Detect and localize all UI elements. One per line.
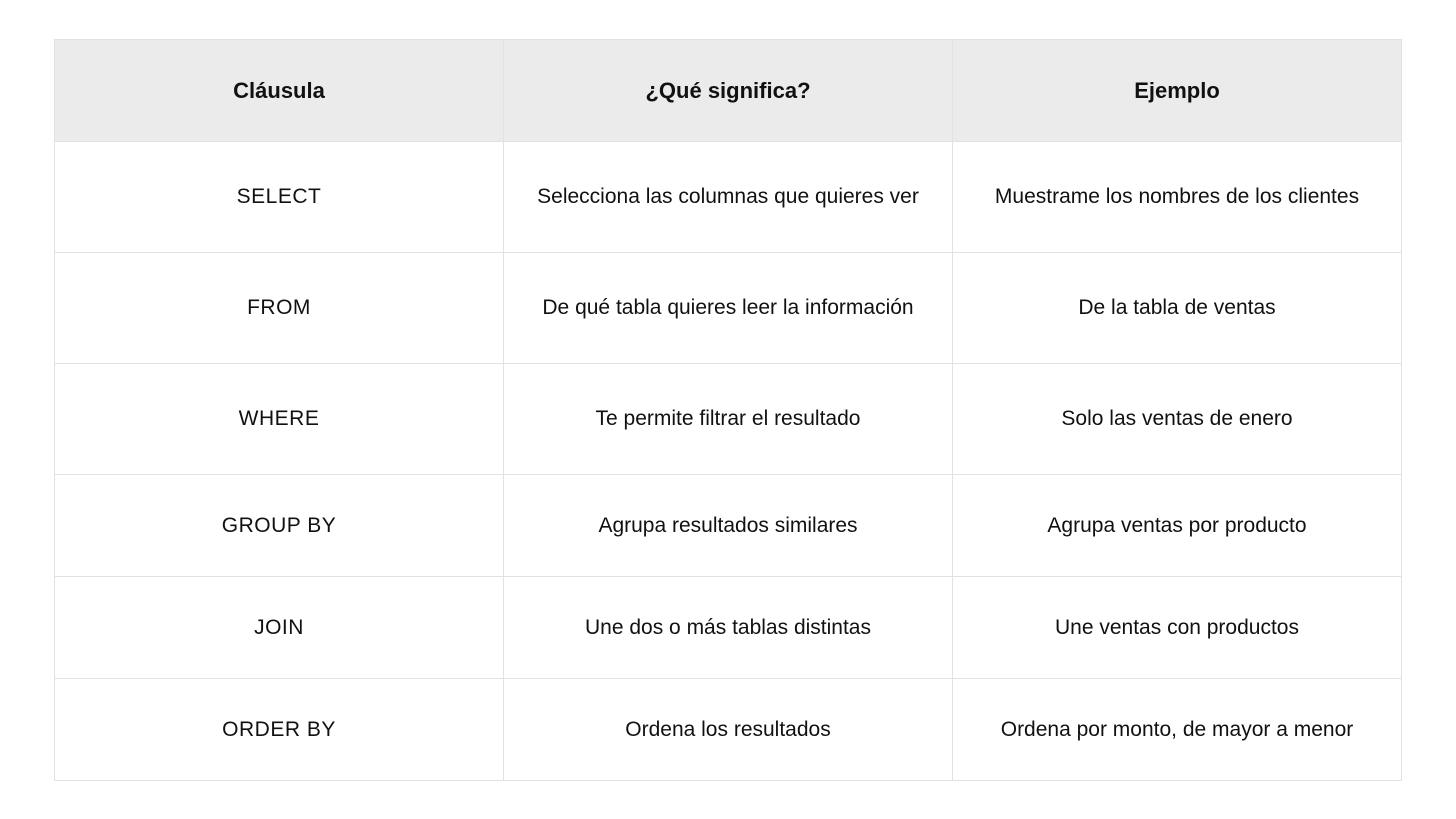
table-header-row: [55, 40, 1402, 142]
clause-cell: FROM: [55, 253, 504, 364]
example-cell: Ordena por monto, de mayor a menor: [953, 679, 1402, 781]
meaning-cell: Ordena los resultados: [504, 679, 953, 781]
meaning-cell: De qué tabla quieres leer la información: [504, 253, 953, 364]
table-row: [55, 253, 1402, 364]
clause-cell: SELECT: [55, 142, 504, 253]
meaning-cell: Te permite filtrar el resultado: [504, 364, 953, 475]
clause-cell: WHERE: [55, 364, 504, 475]
sql-clauses-table: [54, 39, 1402, 781]
meaning-cell: Une dos o más tablas distintas: [504, 577, 953, 679]
table-row: [55, 679, 1402, 781]
header-meaning: ¿Qué significa?: [504, 40, 953, 142]
table-row: [55, 364, 1402, 475]
clause-cell: GROUP BY: [55, 475, 504, 577]
meaning-cell: Selecciona las columnas que quieres ver: [504, 142, 953, 253]
example-cell: De la tabla de ventas: [953, 253, 1402, 364]
example-cell: Muestrame los nombres de los clientes: [953, 142, 1402, 253]
clause-cell: JOIN: [55, 577, 504, 679]
meaning-cell: Agrupa resultados similares: [504, 475, 953, 577]
clause-cell: ORDER BY: [55, 679, 504, 781]
table-row: [55, 475, 1402, 577]
example-cell: Agrupa ventas por producto: [953, 475, 1402, 577]
example-cell: Une ventas con productos: [953, 577, 1402, 679]
table-row: [55, 577, 1402, 679]
example-cell: Solo las ventas de enero: [953, 364, 1402, 475]
header-example: Ejemplo: [953, 40, 1402, 142]
table-row: [55, 142, 1402, 253]
header-clause: Cláusula: [55, 40, 504, 142]
